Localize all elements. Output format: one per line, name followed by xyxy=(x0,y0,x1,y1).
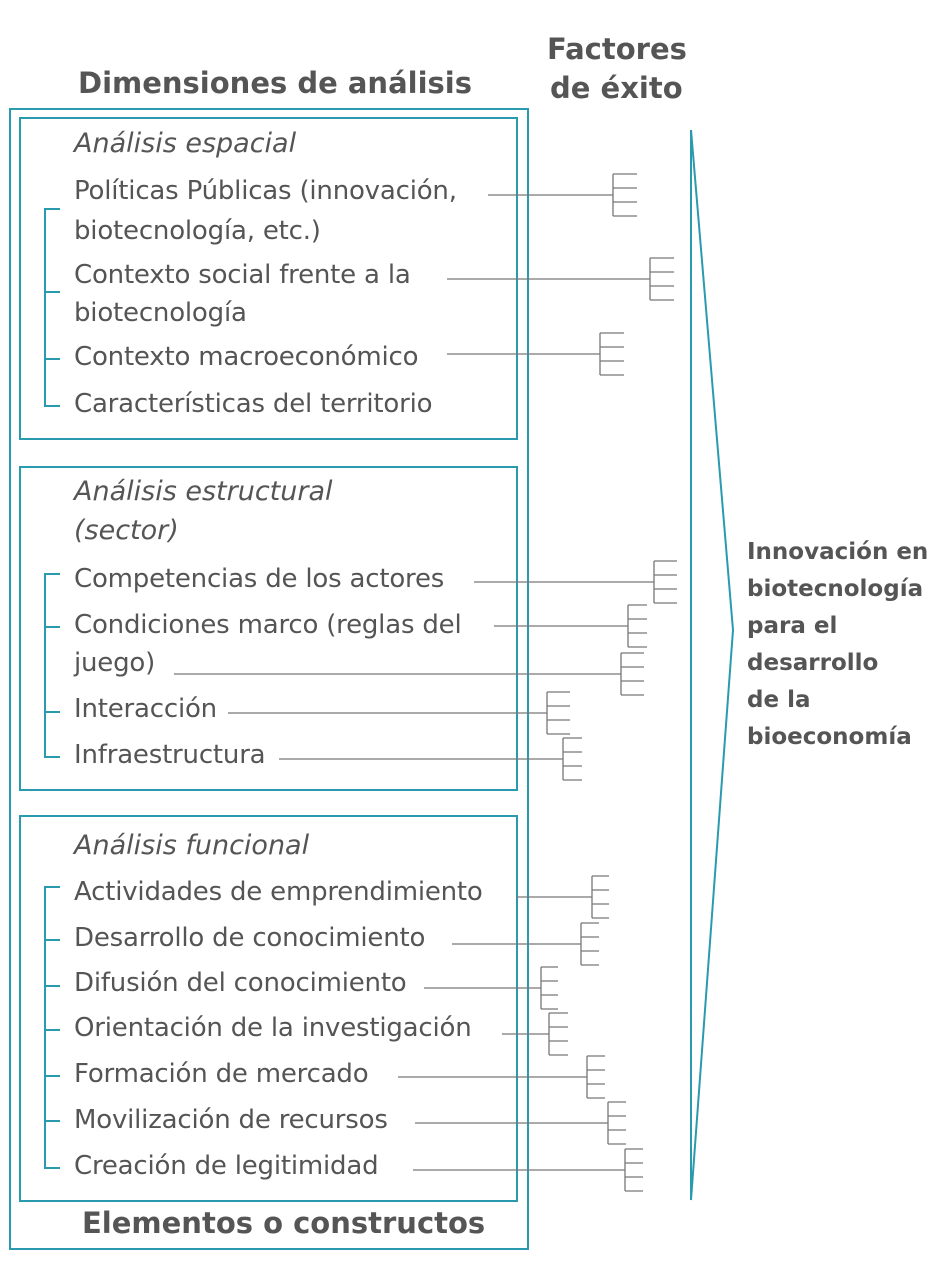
connector-desarrollo xyxy=(452,923,599,965)
item-territorio: Características del territorio xyxy=(74,389,433,419)
item-orientacion: Orientación de la investigación xyxy=(74,1013,472,1043)
outcome-line-2: biotecnología xyxy=(747,576,924,602)
outcome-line-3: para el xyxy=(747,613,838,639)
item-desarrollo: Desarrollo de conocimiento xyxy=(74,923,426,953)
outcome-line-1: Innovación en xyxy=(747,539,929,565)
item-politicas-line2: biotecnología, etc.) xyxy=(74,216,321,246)
connector-macro xyxy=(447,333,624,375)
connector-orientacion xyxy=(502,1013,568,1055)
bracket-spatial xyxy=(45,209,60,406)
section-title-structural-line1: Análisis estructural xyxy=(74,476,333,507)
footer-label: Elementos o constructos xyxy=(82,1206,486,1240)
bracket-functional xyxy=(45,887,60,1168)
outcome-label xyxy=(747,534,928,756)
connector-emprendimiento xyxy=(516,876,609,918)
connector-juego xyxy=(174,653,644,695)
section-title-spatial: Análisis espacial xyxy=(74,128,297,159)
item-condiciones-line1: Condiciones marco (reglas del xyxy=(74,610,462,640)
item-emprendimiento: Actividades de emprendimiento xyxy=(74,877,483,907)
outcome-line-6: bioeconomía xyxy=(747,724,912,750)
item-condiciones-line2: juego) xyxy=(74,648,156,678)
section-box-functional xyxy=(20,816,517,1201)
item-contexto-social-line1: Contexto social frente a la xyxy=(74,260,411,290)
item-interaccion: Interacción xyxy=(74,694,217,724)
outcome-line-5: de la xyxy=(747,687,811,713)
dimensions-header: Dimensiones de análisis xyxy=(78,66,472,100)
item-formacion: Formación de mercado xyxy=(74,1059,369,1089)
item-infraestructura: Infraestructura xyxy=(74,740,266,770)
connector-competencias xyxy=(474,561,677,603)
item-competencias: Competencias de los actores xyxy=(74,564,445,594)
connector-difusion xyxy=(424,967,558,1009)
outcome-line-4: desarrollo xyxy=(747,650,879,676)
section-title-functional: Análisis funcional xyxy=(74,830,310,861)
bracket-structural xyxy=(45,574,60,757)
item-legitimidad: Creación de legitimidad xyxy=(74,1151,379,1181)
connector-politicas xyxy=(488,174,637,216)
item-movilizacion: Movilización de recursos xyxy=(74,1105,388,1135)
item-macro: Contexto macroeconómico xyxy=(74,342,419,372)
converging-arrow xyxy=(691,130,733,1200)
connector-interaccion xyxy=(228,692,570,734)
item-politicas-line1: Políticas Públicas (innovación, xyxy=(74,176,457,206)
connector-infraestructura xyxy=(279,738,582,780)
connector-formacion xyxy=(398,1056,605,1098)
factors-header-line2: de éxito xyxy=(550,71,683,105)
connector-contexto-social xyxy=(447,258,674,300)
factors-header-line1: Factores xyxy=(547,32,687,66)
item-contexto-social-line2: biotecnología xyxy=(74,298,247,328)
item-difusion: Difusión del conocimiento xyxy=(74,968,407,998)
connector-movilizacion xyxy=(415,1102,626,1144)
section-title-structural-line2: (sector) xyxy=(74,515,179,546)
